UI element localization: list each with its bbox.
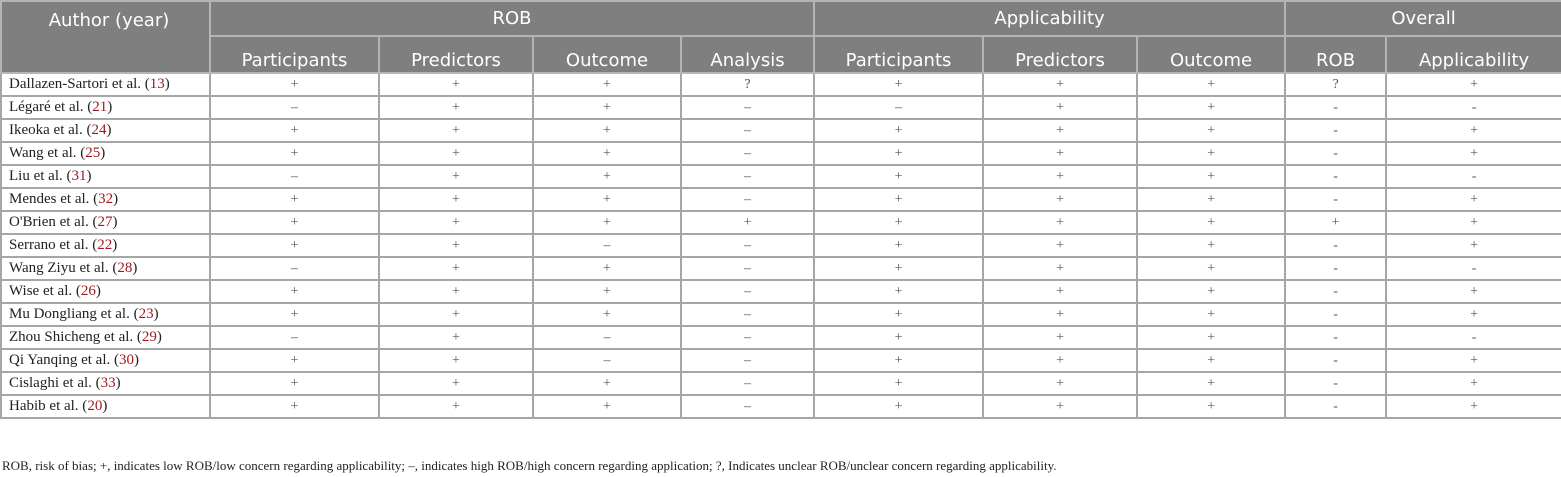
author-close-paren: )	[113, 191, 119, 207]
author-close-paren: )	[132, 260, 138, 276]
rating-cell: +	[1137, 257, 1285, 280]
table-row	[1, 257, 1561, 280]
author-close-paren: )	[106, 122, 112, 138]
author-name: O'Brien et al. (	[9, 214, 98, 230]
rating-cell: +	[1386, 395, 1561, 418]
header-group-applicability: Applicability	[814, 1, 1285, 36]
author-cell	[1, 372, 210, 395]
author-cell	[1, 96, 210, 119]
subheader-cell: Outcome	[1137, 36, 1285, 73]
rating-cell: –	[210, 257, 379, 280]
rating-cell: +	[379, 211, 533, 234]
reference-link[interactable]: 13	[149, 76, 165, 92]
rating-cell: +	[533, 395, 681, 418]
author-close-paren: )	[102, 398, 108, 414]
author-cell	[1, 395, 210, 418]
rating-cell: +	[983, 395, 1137, 418]
subheader-cell: Applicability	[1386, 36, 1561, 73]
author-name: Légaré et al. (	[9, 99, 93, 115]
table-footnote: ROB, risk of bias; +, indicates low ROB/low concern regarding applicability; –, indicates high ROB/high concern regarding application; ?, Indicates unclear ROB/unclear concern regarding applicability.	[2, 458, 1057, 473]
author-cell	[1, 326, 210, 349]
reference-link[interactable]: 23	[138, 306, 154, 322]
reference-link[interactable]: 20	[87, 398, 103, 414]
rating-cell: +	[983, 96, 1137, 119]
rating-cell: –	[681, 188, 814, 211]
rating-cell: +	[1137, 395, 1285, 418]
author-name: Liu et al. (	[9, 168, 72, 184]
author-name: Qi Yanqing et al. (	[9, 352, 119, 368]
rating-cell: +	[379, 119, 533, 142]
author-cell	[1, 303, 210, 326]
rating-cell: +	[210, 395, 379, 418]
rating-cell: +	[210, 119, 379, 142]
rating-cell: +	[983, 326, 1137, 349]
author-cell	[1, 188, 210, 211]
author-cell	[1, 349, 210, 372]
table-row	[1, 349, 1561, 372]
author-close-paren: )	[112, 214, 118, 230]
rating-cell: -	[1285, 395, 1386, 418]
author-cell	[1, 73, 210, 96]
rating-cell: +	[814, 303, 983, 326]
rating-cell: +	[814, 73, 983, 96]
rating-cell: +	[1137, 73, 1285, 96]
subheader-cell: Participants	[814, 36, 983, 73]
header-author: Author (year)	[1, 1, 210, 73]
header-group-overall: Overall	[1285, 1, 1561, 36]
rating-cell: +	[1386, 142, 1561, 165]
rating-cell: +	[814, 280, 983, 303]
table-row	[1, 96, 1561, 119]
rating-cell: +	[814, 372, 983, 395]
author-name: Dallazen-Sartori et al. (	[9, 76, 150, 92]
author-cell	[1, 257, 210, 280]
subheader-cell: Predictors	[379, 36, 533, 73]
reference-link[interactable]: 21	[92, 99, 108, 115]
reference-link[interactable]: 29	[141, 329, 157, 345]
table-row	[1, 395, 1561, 418]
rating-cell: +	[379, 372, 533, 395]
rating-cell: +	[1386, 211, 1561, 234]
rating-cell: +	[379, 142, 533, 165]
author-name: Habib et al. (	[9, 398, 88, 414]
table-row	[1, 303, 1561, 326]
rating-cell: +	[379, 349, 533, 372]
rating-cell: +	[1137, 96, 1285, 119]
author-close-paren: )	[112, 237, 118, 253]
table-row	[1, 165, 1561, 188]
rating-cell: +	[379, 73, 533, 96]
rating-cell: -	[1285, 349, 1386, 372]
author-name: Mendes et al. (	[9, 191, 99, 207]
rating-cell: +	[1137, 349, 1285, 372]
reference-link[interactable]: 26	[80, 283, 96, 299]
rating-cell: +	[814, 211, 983, 234]
rating-cell: -	[1285, 257, 1386, 280]
rating-cell: +	[533, 165, 681, 188]
rating-cell: -	[1285, 188, 1386, 211]
rating-cell: +	[1137, 303, 1285, 326]
reference-link[interactable]: 27	[97, 214, 113, 230]
rating-cell: –	[681, 395, 814, 418]
author-close-paren: )	[153, 306, 159, 322]
rating-cell: +	[379, 303, 533, 326]
rating-cell: +	[210, 372, 379, 395]
rating-cell: +	[379, 165, 533, 188]
rating-cell: +	[983, 349, 1137, 372]
rating-cell: +	[983, 165, 1137, 188]
rating-cell: –	[210, 165, 379, 188]
rating-cell: +	[1386, 303, 1561, 326]
rating-cell: –	[681, 303, 814, 326]
rating-cell: +	[1386, 234, 1561, 257]
author-cell	[1, 142, 210, 165]
rating-cell: –	[533, 349, 681, 372]
rating-cell: +	[983, 119, 1137, 142]
rating-cell: +	[210, 73, 379, 96]
rating-cell: +	[814, 142, 983, 165]
rating-cell: +	[814, 165, 983, 188]
rating-cell: -	[1285, 142, 1386, 165]
author-cell	[1, 165, 210, 188]
rating-cell: -	[1285, 303, 1386, 326]
rating-cell: -	[1285, 372, 1386, 395]
rating-cell: +	[983, 142, 1137, 165]
author-name: Mu Dongliang et al. (	[9, 306, 139, 322]
author-close-paren: )	[100, 145, 106, 161]
rating-cell: ?	[681, 73, 814, 96]
rating-cell: +	[533, 96, 681, 119]
rating-cell: +	[983, 211, 1137, 234]
rating-cell: +	[1137, 372, 1285, 395]
rating-cell: –	[681, 280, 814, 303]
rating-cell: +	[1137, 234, 1285, 257]
rating-cell: -	[1285, 280, 1386, 303]
author-name: Cislaghi et al. (	[9, 375, 101, 391]
rating-cell: +	[814, 234, 983, 257]
rating-cell: –	[814, 96, 983, 119]
rating-cell: –	[533, 326, 681, 349]
rating-cell: +	[814, 257, 983, 280]
author-close-paren: )	[156, 329, 162, 345]
author-cell	[1, 234, 210, 257]
subheader-cell: ROB	[1285, 36, 1386, 73]
rating-cell: -	[1386, 257, 1561, 280]
rating-cell: +	[533, 303, 681, 326]
rating-cell: +	[1386, 73, 1561, 96]
rating-cell: -	[1285, 96, 1386, 119]
author-name: Ikeoka et al. (	[9, 122, 92, 138]
rating-cell: –	[681, 257, 814, 280]
author-cell	[1, 280, 210, 303]
rating-cell: +	[983, 234, 1137, 257]
author-name: Wise et al. (	[9, 283, 81, 299]
table-row	[1, 142, 1561, 165]
rating-cell: -	[1386, 165, 1561, 188]
table-row	[1, 234, 1561, 257]
rating-cell: +	[533, 119, 681, 142]
rating-cell: ?	[1285, 73, 1386, 96]
author-close-paren: )	[86, 168, 92, 184]
author-name: Wang et al. (	[9, 145, 86, 161]
rating-cell: +	[210, 280, 379, 303]
rating-cell: +	[681, 211, 814, 234]
table-row	[1, 119, 1561, 142]
table-row	[1, 280, 1561, 303]
rating-cell: +	[1137, 119, 1285, 142]
rating-cell: +	[533, 211, 681, 234]
header-group-rob: ROB	[210, 1, 814, 36]
table-row	[1, 73, 1561, 96]
rating-cell: +	[379, 188, 533, 211]
author-close-paren: )	[134, 352, 139, 368]
rating-cell: -	[1285, 326, 1386, 349]
subheader-cell: Participants	[210, 36, 379, 73]
table-row	[1, 372, 1561, 395]
rating-cell: +	[210, 142, 379, 165]
rating-cell: +	[379, 326, 533, 349]
rating-cell: –	[210, 326, 379, 349]
reference-link[interactable]: 32	[98, 191, 114, 207]
rating-cell: –	[681, 119, 814, 142]
rating-cell: +	[1137, 142, 1285, 165]
rating-cell: +	[379, 280, 533, 303]
rating-cell: +	[379, 395, 533, 418]
rating-cell: +	[210, 211, 379, 234]
rating-cell: +	[210, 188, 379, 211]
reference-link[interactable]: 28	[117, 260, 133, 276]
subheader-cell: Outcome	[533, 36, 681, 73]
reference-link[interactable]: 33	[100, 375, 116, 391]
rating-cell: +	[533, 73, 681, 96]
rating-cell: +	[533, 372, 681, 395]
rating-cell: –	[681, 372, 814, 395]
author-name: Zhou Shicheng et al. (	[9, 329, 142, 345]
subheader-cell: Analysis	[681, 36, 814, 73]
rating-cell: +	[533, 257, 681, 280]
rating-cell: +	[533, 142, 681, 165]
rating-cell: –	[681, 349, 814, 372]
table-row	[1, 211, 1561, 234]
rating-cell: +	[1386, 119, 1561, 142]
table-row	[1, 326, 1561, 349]
author-cell	[1, 119, 210, 142]
rating-cell: +	[1137, 326, 1285, 349]
reference-link[interactable]: 22	[97, 237, 113, 253]
rating-cell: –	[681, 234, 814, 257]
rating-cell: +	[210, 234, 379, 257]
author-close-paren: )	[164, 76, 170, 92]
rating-cell: +	[1137, 188, 1285, 211]
subheader-row	[1, 36, 1561, 73]
rating-cell: -	[1386, 96, 1561, 119]
rating-cell: –	[533, 234, 681, 257]
rating-cell: +	[983, 280, 1137, 303]
rating-cell: +	[1386, 372, 1561, 395]
author-name: Wang Ziyu et al. (	[9, 260, 118, 276]
rating-cell: +	[1137, 211, 1285, 234]
rating-cell: –	[210, 96, 379, 119]
rating-cell: +	[814, 188, 983, 211]
author-close-paren: )	[107, 99, 113, 115]
rating-cell: +	[983, 257, 1137, 280]
rating-cell: +	[379, 234, 533, 257]
reference-link[interactable]: 30	[119, 352, 134, 368]
rating-cell: –	[681, 96, 814, 119]
rating-cell: +	[1386, 280, 1561, 303]
author-cell	[1, 211, 210, 234]
reference-link[interactable]: 24	[91, 122, 107, 138]
rating-cell: +	[814, 395, 983, 418]
rating-cell: +	[814, 349, 983, 372]
rating-cell: +	[1137, 165, 1285, 188]
rating-cell: +	[210, 349, 379, 372]
rating-cell: +	[533, 188, 681, 211]
rating-cell: +	[983, 188, 1137, 211]
reference-link[interactable]: 25	[85, 145, 101, 161]
rating-cell: –	[681, 326, 814, 349]
rating-cell: +	[1137, 280, 1285, 303]
rating-cell: +	[814, 119, 983, 142]
rating-cell: +	[983, 372, 1137, 395]
author-close-paren: )	[115, 375, 121, 391]
rating-cell: +	[1386, 188, 1561, 211]
author-name: Serrano et al. (	[9, 237, 98, 253]
rating-cell: +	[983, 73, 1137, 96]
rating-cell: +	[533, 280, 681, 303]
subheader-cell: Predictors	[983, 36, 1137, 73]
table-row	[1, 188, 1561, 211]
rating-cell: +	[379, 257, 533, 280]
rating-cell: +	[379, 96, 533, 119]
rating-cell: +	[1386, 349, 1561, 372]
rating-cell: +	[814, 326, 983, 349]
reference-link[interactable]: 31	[71, 168, 87, 184]
author-close-paren: )	[95, 283, 101, 299]
rating-cell: +	[1285, 211, 1386, 234]
rating-cell: -	[1386, 326, 1561, 349]
rating-cell: -	[1285, 165, 1386, 188]
rating-cell: –	[681, 165, 814, 188]
rating-cell: -	[1285, 119, 1386, 142]
rating-cell: +	[983, 303, 1137, 326]
rating-cell: -	[1285, 234, 1386, 257]
table-body	[1, 73, 1561, 418]
rating-cell: +	[210, 303, 379, 326]
rating-cell: –	[681, 142, 814, 165]
